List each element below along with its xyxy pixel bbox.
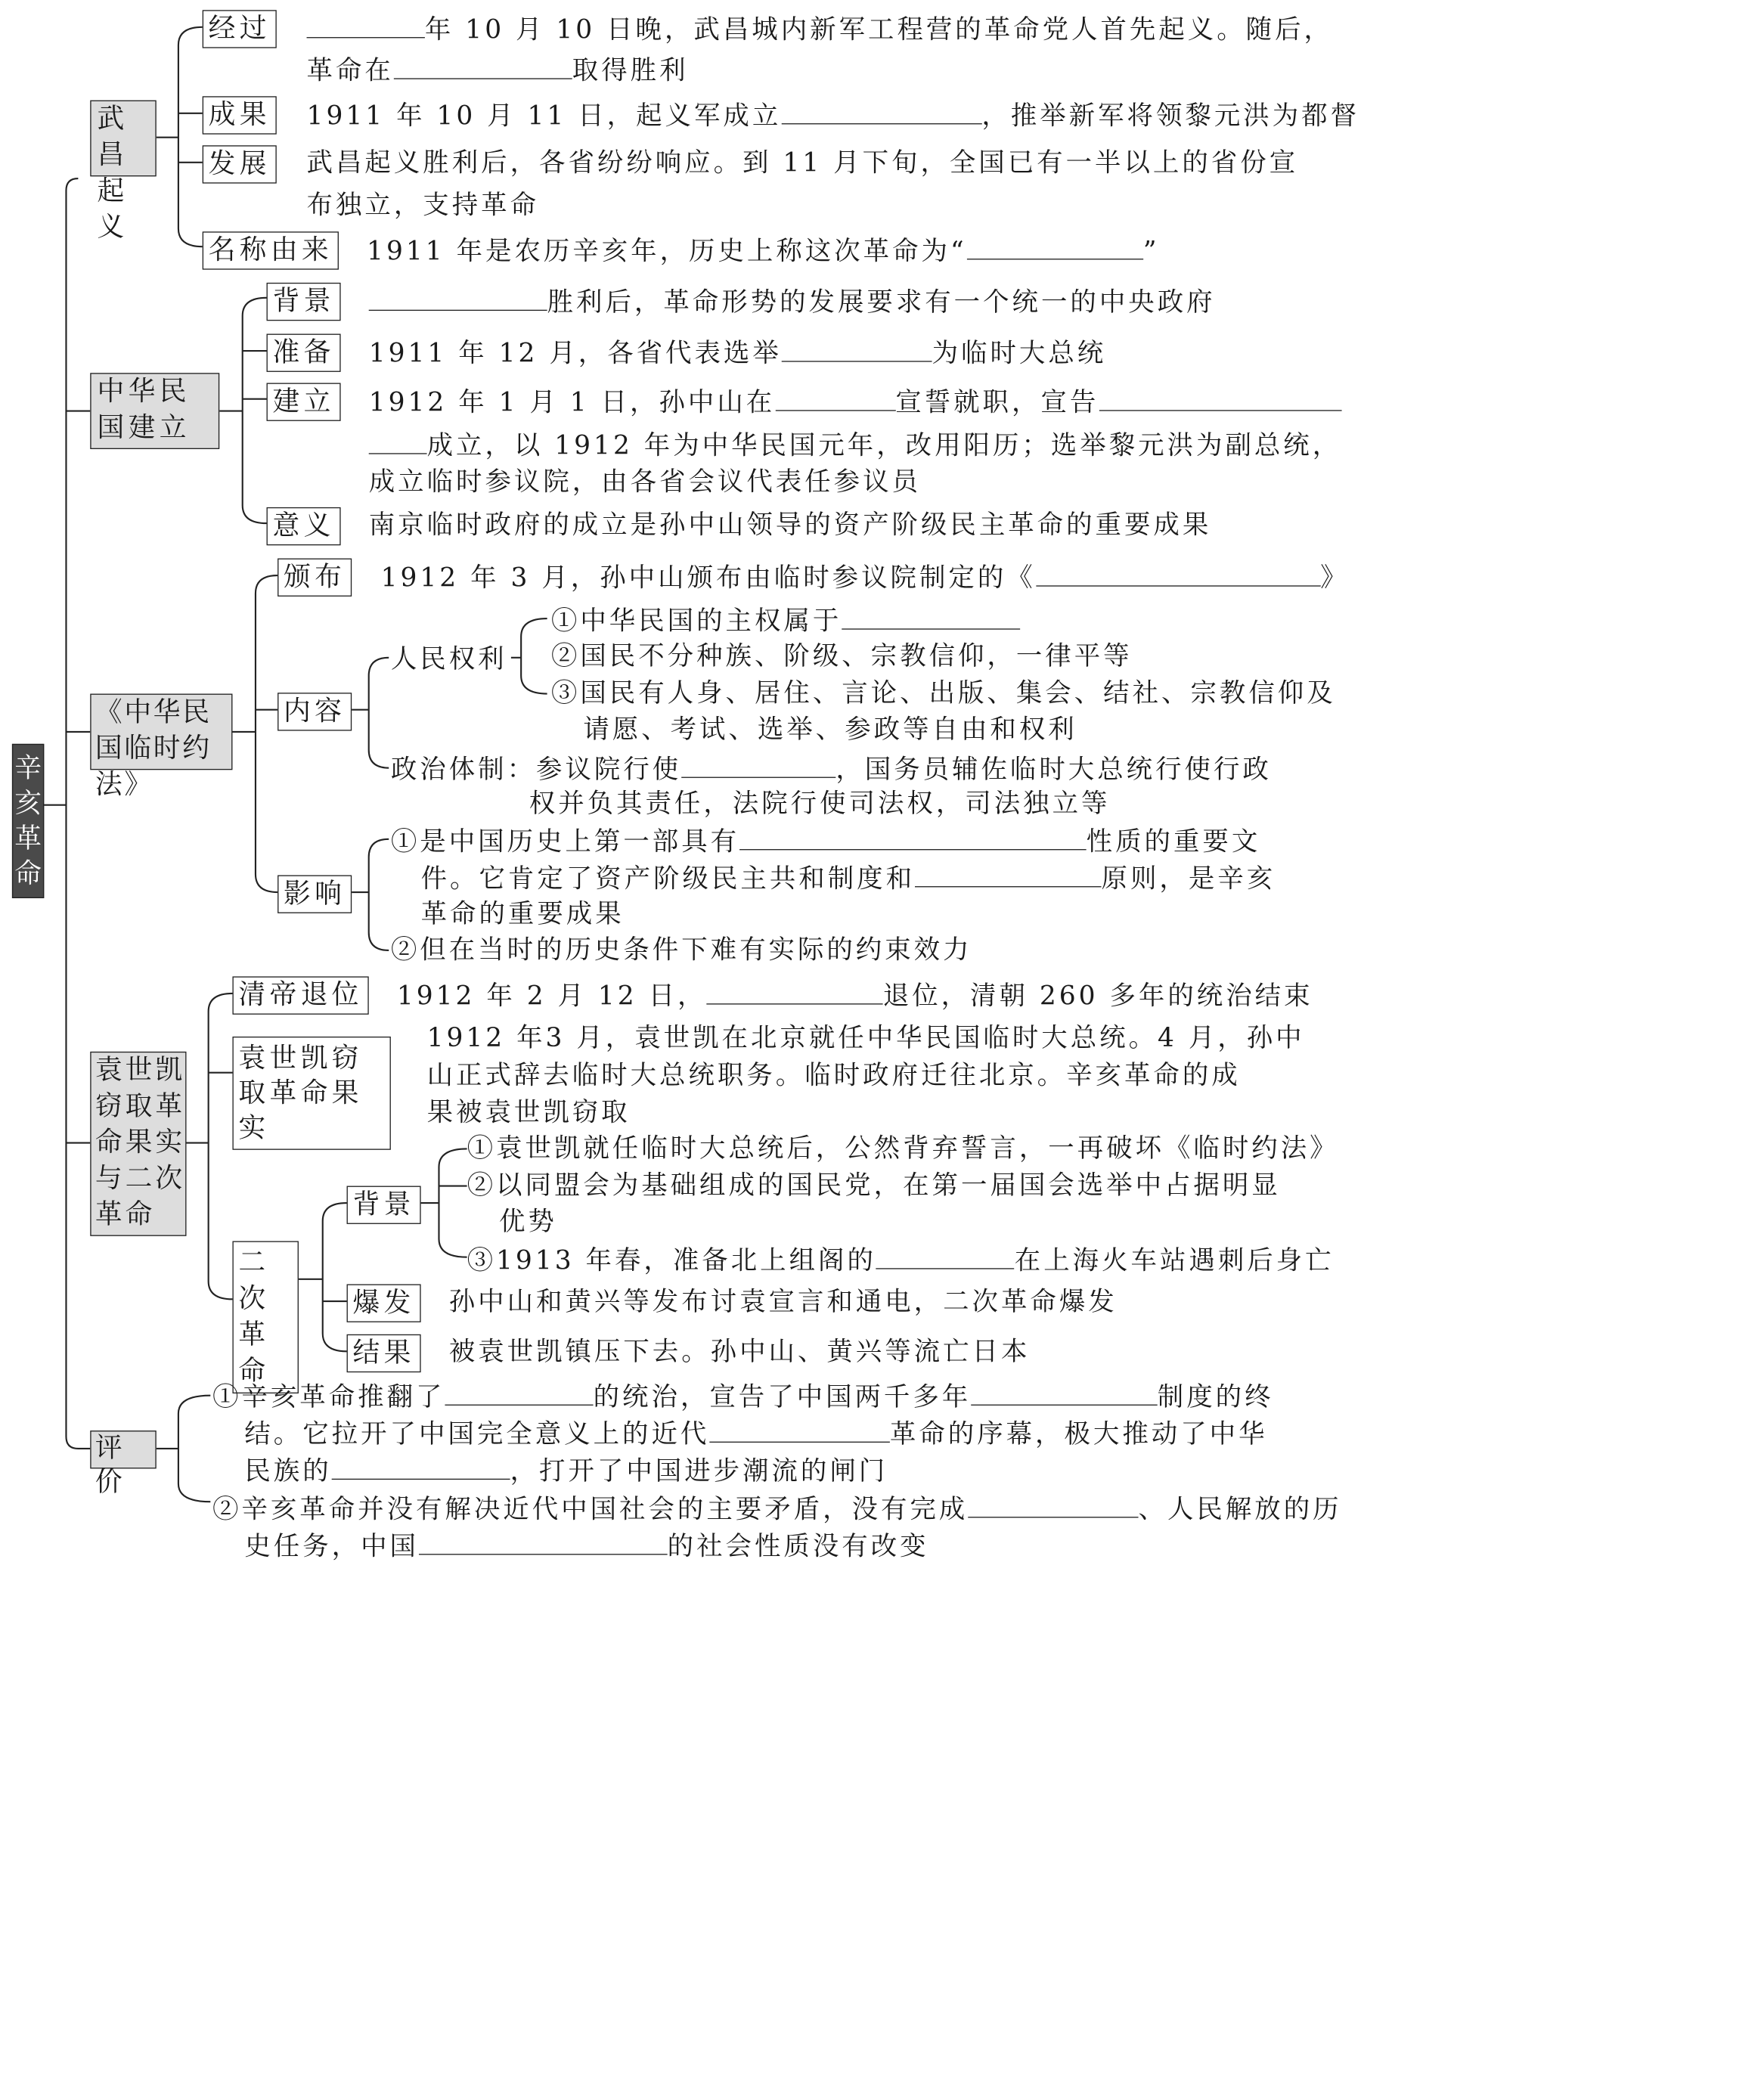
label-mingcheng: 名称由来 xyxy=(203,231,339,269)
erci-beijing-2b: 优势 xyxy=(498,1207,557,1238)
pingjia-text-1c: 制度的终 xyxy=(1157,1382,1274,1413)
pingjia-text-1f: 民族的 xyxy=(244,1456,332,1487)
label-jingguo: 经过 xyxy=(203,10,277,48)
label-qingdi: 清帝退位 xyxy=(232,976,368,1014)
section-yuan-title xyxy=(90,1052,186,1236)
banbu-line xyxy=(381,562,1350,594)
renmin-quanli: 人民权利 xyxy=(390,644,507,675)
pingjia-text-2c: 史任务，中国 xyxy=(244,1531,419,1562)
blank xyxy=(307,13,425,38)
section-yuefa-title xyxy=(90,694,232,801)
label-qieqv: 袁世凯窃取革命果实 xyxy=(232,1037,390,1150)
blank xyxy=(775,386,895,411)
section-pingjia-title: 评价 xyxy=(90,1431,156,1468)
qingdi-line xyxy=(397,979,1313,1011)
jingguo-text-1: 年 10 月 10 日晚，武昌城内新军工程营的革命党人首先起义。随后， xyxy=(424,14,1333,45)
erci-beijing-3b: 在上海火车站遇刺后身亡 xyxy=(1014,1246,1335,1276)
beijing-text: 胜利后，革命形势的发展要求有一个统一的中央政府 xyxy=(547,287,1216,318)
blank xyxy=(369,429,427,454)
jieguo-line: 被袁世凯镇压下去。孙中山、黄兴等流亡日本 xyxy=(448,1337,1031,1368)
section-wuchang-text: 武昌起义 xyxy=(97,103,129,243)
section-yuefa-text: 《中华民国临时约法》 xyxy=(95,696,212,801)
root-label: 辛亥革命 xyxy=(14,752,42,890)
jianli-line-2 xyxy=(369,429,1341,460)
label-neirong: 内容 xyxy=(277,693,352,730)
fazhan-line-2: 布独立，支持革命 xyxy=(306,190,540,221)
blank xyxy=(681,753,835,778)
pingjia-text-2b: 、人民解放的历 xyxy=(1138,1494,1342,1525)
jianli-text-1: 1912 年 1 月 1 日，孙中山在 xyxy=(368,388,776,418)
pingjia-text-2d: 的社会性质没有改变 xyxy=(667,1531,929,1562)
label-yingxiang: 影响 xyxy=(277,876,352,913)
zhengzhi-text-2: ，国务员辅佐临时大总统行使行政 xyxy=(835,755,1272,786)
blank xyxy=(842,605,1020,630)
pingjia-text-1b: 的统治，宣告了中国两千多年 xyxy=(593,1382,972,1413)
yingxiang-text-1d: 原则，是辛亥 xyxy=(1101,863,1276,894)
yingxiang-text-1c: 件。它肯定了资产阶级民主共和制度和 xyxy=(420,863,916,894)
blank xyxy=(739,825,1087,850)
pingjia-text-1g: ，打开了中国进步潮流的闸门 xyxy=(510,1456,888,1487)
mingcheng-text-2: ” xyxy=(1142,236,1160,267)
blank xyxy=(1099,386,1341,411)
label-chengguo: 成果 xyxy=(203,96,277,134)
yingxiang-text-1a: ①是中国历史上第一部具有 xyxy=(390,826,740,857)
label-beijing: 背景 xyxy=(267,283,341,321)
neirong-item-2: ②国民不分种族、阶级、宗教信仰，一律平等 xyxy=(550,641,1133,672)
yingxiang-line-2 xyxy=(421,862,1276,894)
jingguo-line-2 xyxy=(307,54,689,86)
pingjia-text-2a: ②辛亥革命并没有解决近代中国社会的主要矛盾，没有完成 xyxy=(212,1494,969,1525)
root-node xyxy=(12,744,44,898)
neirong-item-1-text: ①中华民国的主权属于 xyxy=(550,606,842,637)
pingjia-line-3 xyxy=(244,1455,888,1486)
pingjia-line-1 xyxy=(212,1381,1274,1412)
jingguo-text-2b: 取得胜利 xyxy=(572,56,689,87)
jianli-line-3: 成立临时参议院，由各省会议代表任参议员 xyxy=(368,467,921,498)
qieqv-line-3: 果被袁世凯窃取 xyxy=(426,1097,631,1128)
erci-beijing-3a: ③1913 年春，准备北上组阁的 xyxy=(467,1246,876,1276)
zhengzhi-line-1 xyxy=(391,753,1272,785)
neirong-item-1 xyxy=(551,605,1020,637)
pingjia-text-1d: 结。它拉开了中国完全意义上的近代 xyxy=(244,1419,710,1450)
pingjia-line-5 xyxy=(244,1530,929,1561)
fazhan-line-1: 武昌起义胜利后，各省纷纷响应。到 11 月下旬，全国已有一半以上的省份宣 xyxy=(306,148,1299,179)
blank xyxy=(968,1493,1138,1517)
blank xyxy=(709,1418,890,1443)
jingguo-text-2a: 革命在 xyxy=(306,56,394,87)
yiyi-line: 南京临时政府的成立是孙中山领导的资产阶级民主革命的重要成果 xyxy=(368,510,1212,541)
blank xyxy=(332,1455,510,1480)
section-yuan-text: 袁世凯窃取革命果实与二次革命 xyxy=(95,1054,186,1230)
blank xyxy=(967,234,1143,259)
label-zhunbei: 准备 xyxy=(267,334,341,372)
blank xyxy=(369,286,547,311)
erci-beijing-1: ①袁世凯就任临时大总统后，公然背弃誓言，一再破坏《临时约法》 xyxy=(467,1133,1339,1164)
label-erci-beijing: 背景 xyxy=(347,1186,421,1224)
section-wuchang-title xyxy=(90,101,156,243)
label-fazhan: 发展 xyxy=(203,145,277,183)
neirong-item-3a: ③国民有人身、居住、言论、出版、集会、结社、宗教信仰及 xyxy=(550,678,1336,709)
chengguo-line xyxy=(307,99,1359,131)
beijing-line xyxy=(369,286,1216,318)
blank xyxy=(781,99,981,124)
pingjia-text-1e: 革命的序幕，极大推动了中华 xyxy=(889,1419,1268,1450)
label-jianli: 建立 xyxy=(267,383,341,420)
blank xyxy=(394,54,572,79)
label-yiyi: 意义 xyxy=(267,507,341,545)
label-erci: 二次革命 xyxy=(232,1241,298,1393)
blank xyxy=(445,1381,593,1406)
blank xyxy=(419,1530,668,1555)
label-jieguo: 结果 xyxy=(347,1334,421,1372)
pingjia-text-1a: ①辛亥革命推翻了 xyxy=(212,1382,445,1413)
blank xyxy=(782,337,932,362)
qingdi-text-1: 1912 年 2 月 12 日， xyxy=(396,981,707,1012)
yingxiang-line-3: 革命的重要成果 xyxy=(420,899,625,930)
label-banbu: 颁布 xyxy=(277,559,352,597)
qieqv-line-2: 山正式辞去临时大总统职务。临时政府迁往北京。辛亥革命的成 xyxy=(426,1060,1241,1091)
jingguo-line-1 xyxy=(307,13,1333,45)
erci-beijing-3 xyxy=(467,1244,1335,1276)
zhunbei-text-2: 为临时大总统 xyxy=(932,339,1107,369)
section-minguo-text: 中华民国建立 xyxy=(97,376,191,444)
label-baofa: 爆发 xyxy=(347,1284,421,1322)
mingcheng-line xyxy=(367,234,1159,266)
zhengzhi-text-1: 政治体制：参议院行使 xyxy=(390,755,682,786)
pingjia-line-4 xyxy=(212,1493,1342,1524)
jianli-text-3: 成立，以 1912 年为中华民国元年，改用阳历；选举黎元洪为副总统， xyxy=(426,431,1342,461)
zhunbei-line xyxy=(369,337,1107,369)
banbu-text-2: 》 xyxy=(1320,563,1350,594)
yingxiang-text-1b: 性质的重要文 xyxy=(1086,826,1261,857)
mingcheng-text-1: 1911 年是农历辛亥年，历史上称这次革命为“ xyxy=(367,236,967,267)
pingjia-line-2 xyxy=(244,1418,1267,1449)
neirong-item-3b: 请愿、考试、选举、参政等自由和权利 xyxy=(583,714,1077,745)
yingxiang-line-1 xyxy=(391,825,1260,857)
chengguo-text-1: 1911 年 10 月 11 日，起义军成立 xyxy=(306,101,782,132)
chengguo-text-2: ，推举新军将领黎元洪为都督 xyxy=(981,101,1360,132)
baofa-line: 孙中山和黄兴等发布讨袁宣言和通电，二次革命爆发 xyxy=(448,1287,1118,1318)
zhengzhi-line-2: 权并负其责任，法院行使司法权，司法独立等 xyxy=(529,789,1111,820)
blank xyxy=(876,1244,1015,1269)
section-minguo-title xyxy=(90,373,219,449)
yingxiang-line-4: ②但在当时的历史条件下难有实际的约束效力 xyxy=(390,935,972,966)
blank xyxy=(707,979,883,1004)
banbu-text-1: 1912 年 3 月，孙中山颁布由临时参议院制定的《 xyxy=(380,563,1036,594)
erci-beijing-2a: ②以同盟会为基础组成的国民党，在第一届国会选举中占据明显 xyxy=(467,1170,1281,1201)
zhunbei-text-1: 1911 年 12 月，各省代表选举 xyxy=(368,339,782,369)
blank xyxy=(915,862,1102,887)
jianli-text-2: 宣誓就职，宣告 xyxy=(895,388,1099,418)
qieqv-line-1: 1912 年3 月，袁世凯在北京就任中华民国临时大总统。4 月，孙中 xyxy=(426,1023,1305,1054)
blank xyxy=(971,1381,1158,1406)
jianli-line-1 xyxy=(369,386,1341,417)
qingdi-text-2: 退位，清朝 260 多年的统治结束 xyxy=(882,981,1313,1012)
blank xyxy=(1036,562,1320,587)
